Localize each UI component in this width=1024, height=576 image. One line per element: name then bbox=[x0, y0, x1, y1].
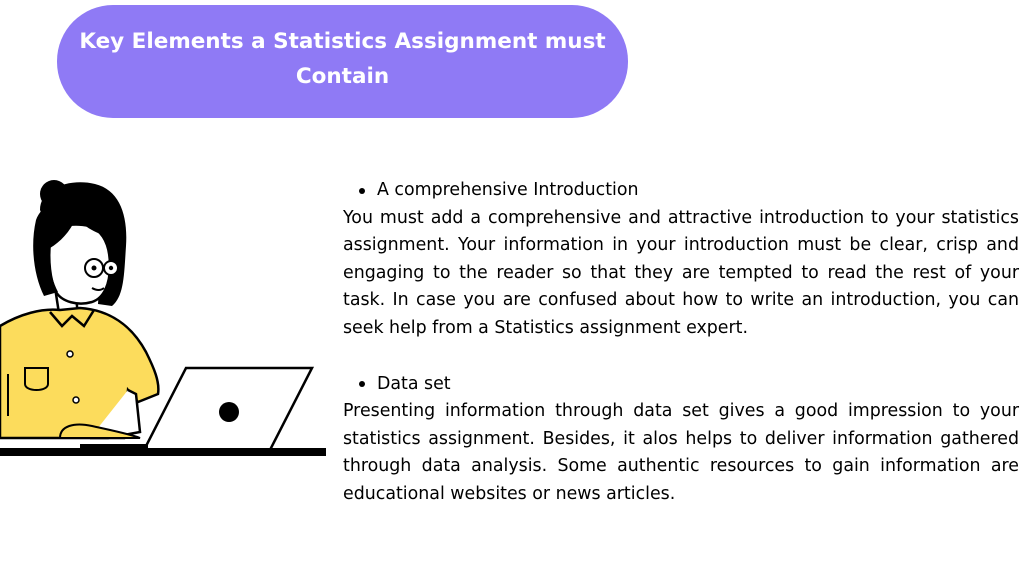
section-paragraph: Presenting information through data set gives a good impression to your statistics assignment. Besides, it alos helps to deliver information gathered through data analysis. Some authentic resources to gain information are educational websites or news articles. bbox=[343, 401, 1019, 504]
content-area bbox=[343, 177, 1019, 509]
bullet-heading-text: A comprehensive Introduction bbox=[377, 180, 639, 200]
section-data-set bbox=[343, 371, 1019, 509]
woman-at-laptop-illustration bbox=[0, 176, 330, 466]
section-introduction bbox=[343, 177, 1019, 343]
title-banner bbox=[57, 5, 628, 118]
bullet-heading-text: Data set bbox=[377, 373, 451, 394]
bullet-heading bbox=[343, 371, 1019, 399]
page-title: Key Elements a Statistics Assignment must Contain bbox=[79, 28, 606, 89]
bullet-heading bbox=[343, 177, 1019, 205]
bullet-icon bbox=[359, 188, 365, 194]
bullet-icon bbox=[359, 381, 365, 387]
section-paragraph: You must add a comprehensive and attractive introduction to your statistics assignment. Your information in your introduction must be clear, crisp and engaging to the reader so that they are tempted to read the rest of your task. In case you are confused about how to write an introduction, you can seek help from a Statistics assignment expert. bbox=[343, 207, 1019, 338]
